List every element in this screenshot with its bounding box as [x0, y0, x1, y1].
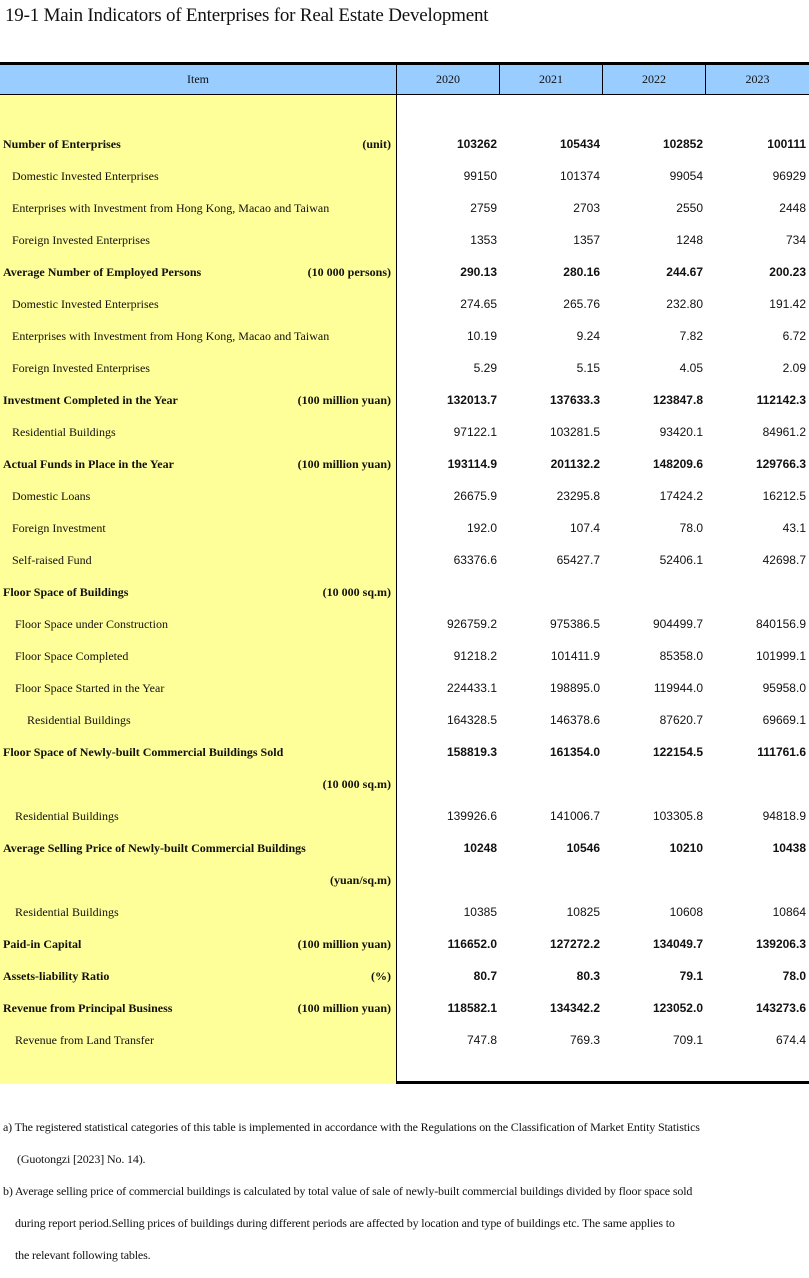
- value-2022: 2550: [676, 201, 703, 215]
- row-label: Foreign Invested Enterprises: [12, 233, 150, 247]
- indicators-table: [0, 62, 809, 1084]
- footnote-b-cont: the relevant following tables.: [15, 1248, 151, 1262]
- row-label: Foreign Invested Enterprises: [12, 361, 150, 375]
- footnote-b-cont: during report period.Selling prices of buildings during different periods are affected by location and type of buildings etc. The same applies to: [15, 1216, 675, 1230]
- value-2022: 1248: [676, 233, 703, 247]
- value-2020: 132013.7: [446, 393, 497, 407]
- row-label: Floor Space under Construction: [15, 617, 168, 631]
- row-label: Average Number of Employed Persons: [3, 265, 202, 279]
- value-2021: 769.3: [569, 1033, 600, 1047]
- value-2023: 10864: [772, 905, 806, 919]
- value-2020: 274.65: [460, 297, 497, 311]
- table-row: [0, 448, 809, 480]
- value-2022: 78.0: [679, 521, 703, 535]
- table-row: [0, 576, 809, 608]
- value-2023: 10438: [772, 841, 806, 855]
- row-label: Foreign Investment: [12, 521, 106, 535]
- value-2022: 123847.8: [652, 393, 703, 407]
- value-2023: 734: [785, 233, 806, 247]
- row-unit: (10 000 persons): [307, 265, 391, 279]
- value-2021: 265.76: [563, 297, 600, 311]
- value-2022: 99054: [669, 169, 703, 183]
- value-2021: 127272.2: [549, 937, 600, 951]
- value-2021: 141006.7: [549, 809, 600, 823]
- value-2020: 10.19: [466, 329, 497, 343]
- value-2023: 6.72: [782, 329, 806, 343]
- value-2022: 102852: [662, 137, 703, 151]
- value-2020: 118582.1: [447, 1001, 497, 1015]
- value-2021: 975386.5: [549, 617, 600, 631]
- row-label: Self-raised Fund: [12, 553, 92, 567]
- value-2023: 69669.1: [762, 713, 806, 727]
- table-row: [0, 320, 809, 352]
- row-label: Domestic Invested Enterprises: [12, 297, 159, 311]
- value-2023: 78.0: [782, 969, 806, 983]
- row-unit: (100 million yuan): [297, 393, 391, 407]
- value-2023: 143273.6: [755, 1001, 806, 1015]
- value-2022: 79.1: [679, 969, 703, 983]
- table-row: [0, 896, 809, 928]
- table-row: [0, 384, 809, 416]
- value-2023: 16212.5: [762, 489, 806, 503]
- value-2023: 112142.3: [756, 393, 806, 407]
- value-2021: 161354.0: [549, 745, 600, 759]
- row-label: Number of Enterprises: [3, 137, 121, 151]
- value-2022: 4.05: [679, 361, 703, 375]
- value-2023: 100111: [767, 137, 806, 151]
- value-2020: 158819.3: [446, 745, 497, 759]
- table-row: [0, 672, 809, 704]
- row-label: Residential Buildings: [27, 713, 131, 727]
- value-2022: 10210: [669, 841, 703, 855]
- row-label: Floor Space Completed: [15, 649, 129, 663]
- header-item: Item: [0, 65, 397, 94]
- value-2022: 52406.1: [659, 553, 703, 567]
- row-label: Revenue from Land Transfer: [15, 1033, 154, 1047]
- header-year-2020: 2020: [397, 65, 500, 94]
- table-row: [0, 928, 809, 960]
- row-label: Assets-liability Ratio: [3, 969, 110, 983]
- value-2023: 96929: [772, 169, 806, 183]
- value-2020: 139926.6: [446, 809, 497, 823]
- row-label: Floor Space Started in the Year: [15, 681, 165, 695]
- value-2020: 224433.1: [446, 681, 497, 695]
- value-2021: 105434: [559, 137, 600, 151]
- table-row: [0, 800, 809, 832]
- footnote-b: b) Average selling price of commercial buildings is calculated by total value of sale of newly-built commercial buildings divided by floor space sold: [3, 1184, 693, 1198]
- row-unit: (unit): [362, 137, 391, 151]
- value-2021: 198895.0: [549, 681, 600, 695]
- table-row: [0, 128, 809, 160]
- value-2021: 23295.8: [556, 489, 600, 503]
- row-label: Floor Space of Newly-built Commercial Buildings Sold: [3, 745, 284, 759]
- value-2020: 192.0: [466, 521, 497, 535]
- table-row: [0, 864, 809, 896]
- table-row: [0, 352, 809, 384]
- table-row: [0, 288, 809, 320]
- value-2023: 674.4: [775, 1033, 806, 1047]
- value-2021: 103281.5: [549, 425, 600, 439]
- value-2021: 134342.2: [549, 1001, 600, 1015]
- row-label: Average Selling Price of Newly-built Commercial Buildings: [3, 841, 306, 855]
- value-2020: 2759: [470, 201, 497, 215]
- value-2022: 904499.7: [652, 617, 703, 631]
- value-2021: 1357: [573, 233, 600, 247]
- table-row: [0, 768, 809, 800]
- value-2021: 280.16: [563, 265, 600, 279]
- value-2021: 10546: [566, 841, 600, 855]
- value-2022: 93420.1: [659, 425, 703, 439]
- row-unit: (%): [371, 969, 391, 983]
- row-label: Enterprises with Investment from Hong Kong, Macao and Taiwan: [12, 201, 330, 215]
- value-2022: 232.80: [666, 297, 703, 311]
- table-row: [0, 544, 809, 576]
- value-2023: 129766.3: [755, 457, 806, 471]
- value-2022: 103305.8: [652, 809, 703, 823]
- table-header: [0, 65, 809, 95]
- value-2020: 63376.6: [453, 553, 497, 567]
- table-row: [0, 960, 809, 992]
- table-row: [0, 992, 809, 1024]
- value-2021: 10825: [566, 905, 600, 919]
- value-2022: 122154.5: [652, 745, 703, 759]
- value-2023: 2.09: [782, 361, 806, 375]
- value-2023: 191.42: [769, 297, 806, 311]
- value-2022: 123052.0: [652, 1001, 703, 1015]
- row-label: Residential Buildings: [15, 809, 119, 823]
- value-2020: 99150: [463, 169, 497, 183]
- value-2020: 91218.2: [453, 649, 497, 663]
- table-row: [0, 256, 809, 288]
- row-unit: (100 million yuan): [297, 457, 391, 471]
- value-2021: 201132.2: [550, 457, 600, 471]
- row-label: Residential Buildings: [15, 905, 119, 919]
- row-label: Domestic Invested Enterprises: [12, 169, 159, 183]
- value-2023: 95958.0: [762, 681, 806, 695]
- value-2020: 193114.9: [447, 457, 497, 471]
- row-unit: (yuan/sq.m): [329, 873, 391, 887]
- value-2021: 101411.9: [550, 649, 600, 663]
- value-2022: 87620.7: [659, 713, 703, 727]
- value-2023: 200.23: [769, 265, 806, 279]
- value-2020: 10385: [463, 905, 497, 919]
- value-2020: 116652.0: [447, 937, 497, 951]
- page-title: 19-1 Main Indicators of Enterprises for Real Estate Development: [5, 5, 489, 26]
- value-2023: 2448: [779, 201, 806, 215]
- value-2022: 85358.0: [659, 649, 703, 663]
- value-2020: 1353: [470, 233, 497, 247]
- value-2020: 164328.5: [446, 713, 497, 727]
- row-unit: (100 million yuan): [297, 937, 391, 951]
- value-2023: 101999.1: [755, 649, 806, 663]
- value-2021: 5.15: [576, 361, 600, 375]
- value-2021: 80.3: [576, 969, 600, 983]
- value-2022: 244.67: [666, 265, 703, 279]
- header-year-2023: 2023: [745, 72, 770, 86]
- value-2022: 709.1: [672, 1033, 703, 1047]
- row-label: Investment Completed in the Year: [3, 393, 178, 407]
- value-2021: 9.24: [576, 329, 600, 343]
- value-2020: 10248: [463, 841, 497, 855]
- value-2023: 111761.6: [757, 745, 806, 759]
- table-row: [0, 224, 809, 256]
- value-2023: 43.1: [782, 521, 806, 535]
- value-2020: 97122.1: [453, 425, 497, 439]
- row-label: Actual Funds in Place in the Year: [3, 457, 174, 471]
- value-2021: 107.4: [569, 521, 600, 535]
- row-unit: (100 million yuan): [297, 1001, 391, 1015]
- row-label: Paid-in Capital: [3, 937, 82, 951]
- row-unit: (10 000 sq.m): [322, 585, 391, 599]
- value-2022: 119944.0: [653, 681, 703, 695]
- value-2022: 17424.2: [659, 489, 703, 503]
- value-2023: 42698.7: [762, 553, 806, 567]
- value-2021: 65427.7: [556, 553, 600, 567]
- value-2020: 926759.2: [446, 617, 497, 631]
- table-row: [0, 640, 809, 672]
- value-2023: 840156.9: [755, 617, 806, 631]
- table-row: [0, 192, 809, 224]
- value-2022: 7.82: [679, 329, 703, 343]
- row-label: Revenue from Principal Business: [3, 1001, 173, 1015]
- table-row: [0, 704, 809, 736]
- row-unit: (10 000 sq.m): [322, 777, 391, 791]
- table-row: [0, 416, 809, 448]
- row-label: Residential Buildings: [12, 425, 116, 439]
- value-2021: 2703: [573, 201, 600, 215]
- table-row: [0, 512, 809, 544]
- value-2020: 5.29: [473, 361, 497, 375]
- table-row: [0, 160, 809, 192]
- value-2023: 94818.9: [762, 809, 806, 823]
- table-row: [0, 608, 809, 640]
- footnote-a-cont: (Guotongzi [2023] No. 14).: [17, 1152, 146, 1166]
- value-2022: 148209.6: [652, 457, 703, 471]
- value-2020: 80.7: [473, 969, 497, 983]
- value-2021: 101374: [559, 169, 600, 183]
- table-row: [0, 1024, 809, 1056]
- value-2022: 134049.7: [652, 937, 703, 951]
- row-label: Enterprises with Investment from Hong Kong, Macao and Taiwan: [12, 329, 330, 343]
- value-2021: 137633.3: [549, 393, 600, 407]
- value-2020: 26675.9: [453, 489, 497, 503]
- value-2021: 146378.6: [549, 713, 600, 727]
- value-2020: 747.8: [466, 1033, 497, 1047]
- table-row: [0, 832, 809, 864]
- table-row: [0, 736, 809, 768]
- header-year-2021: 2021: [500, 65, 603, 94]
- header-year-2022: 2022: [603, 65, 706, 94]
- value-2023: 84961.2: [762, 425, 806, 439]
- value-2023: 139206.3: [755, 937, 806, 951]
- value-2020: 290.13: [460, 265, 497, 279]
- value-2020: 103262: [456, 137, 497, 151]
- row-label: Domestic Loans: [12, 489, 91, 503]
- value-2022: 10608: [669, 905, 703, 919]
- row-label: Floor Space of Buildings: [3, 585, 129, 599]
- table-row: [0, 480, 809, 512]
- footnote-a: a) The registered statistical categories of this table is implemented in accordance with the Regulations on the Classification of Market Entity Statistics: [3, 1120, 700, 1134]
